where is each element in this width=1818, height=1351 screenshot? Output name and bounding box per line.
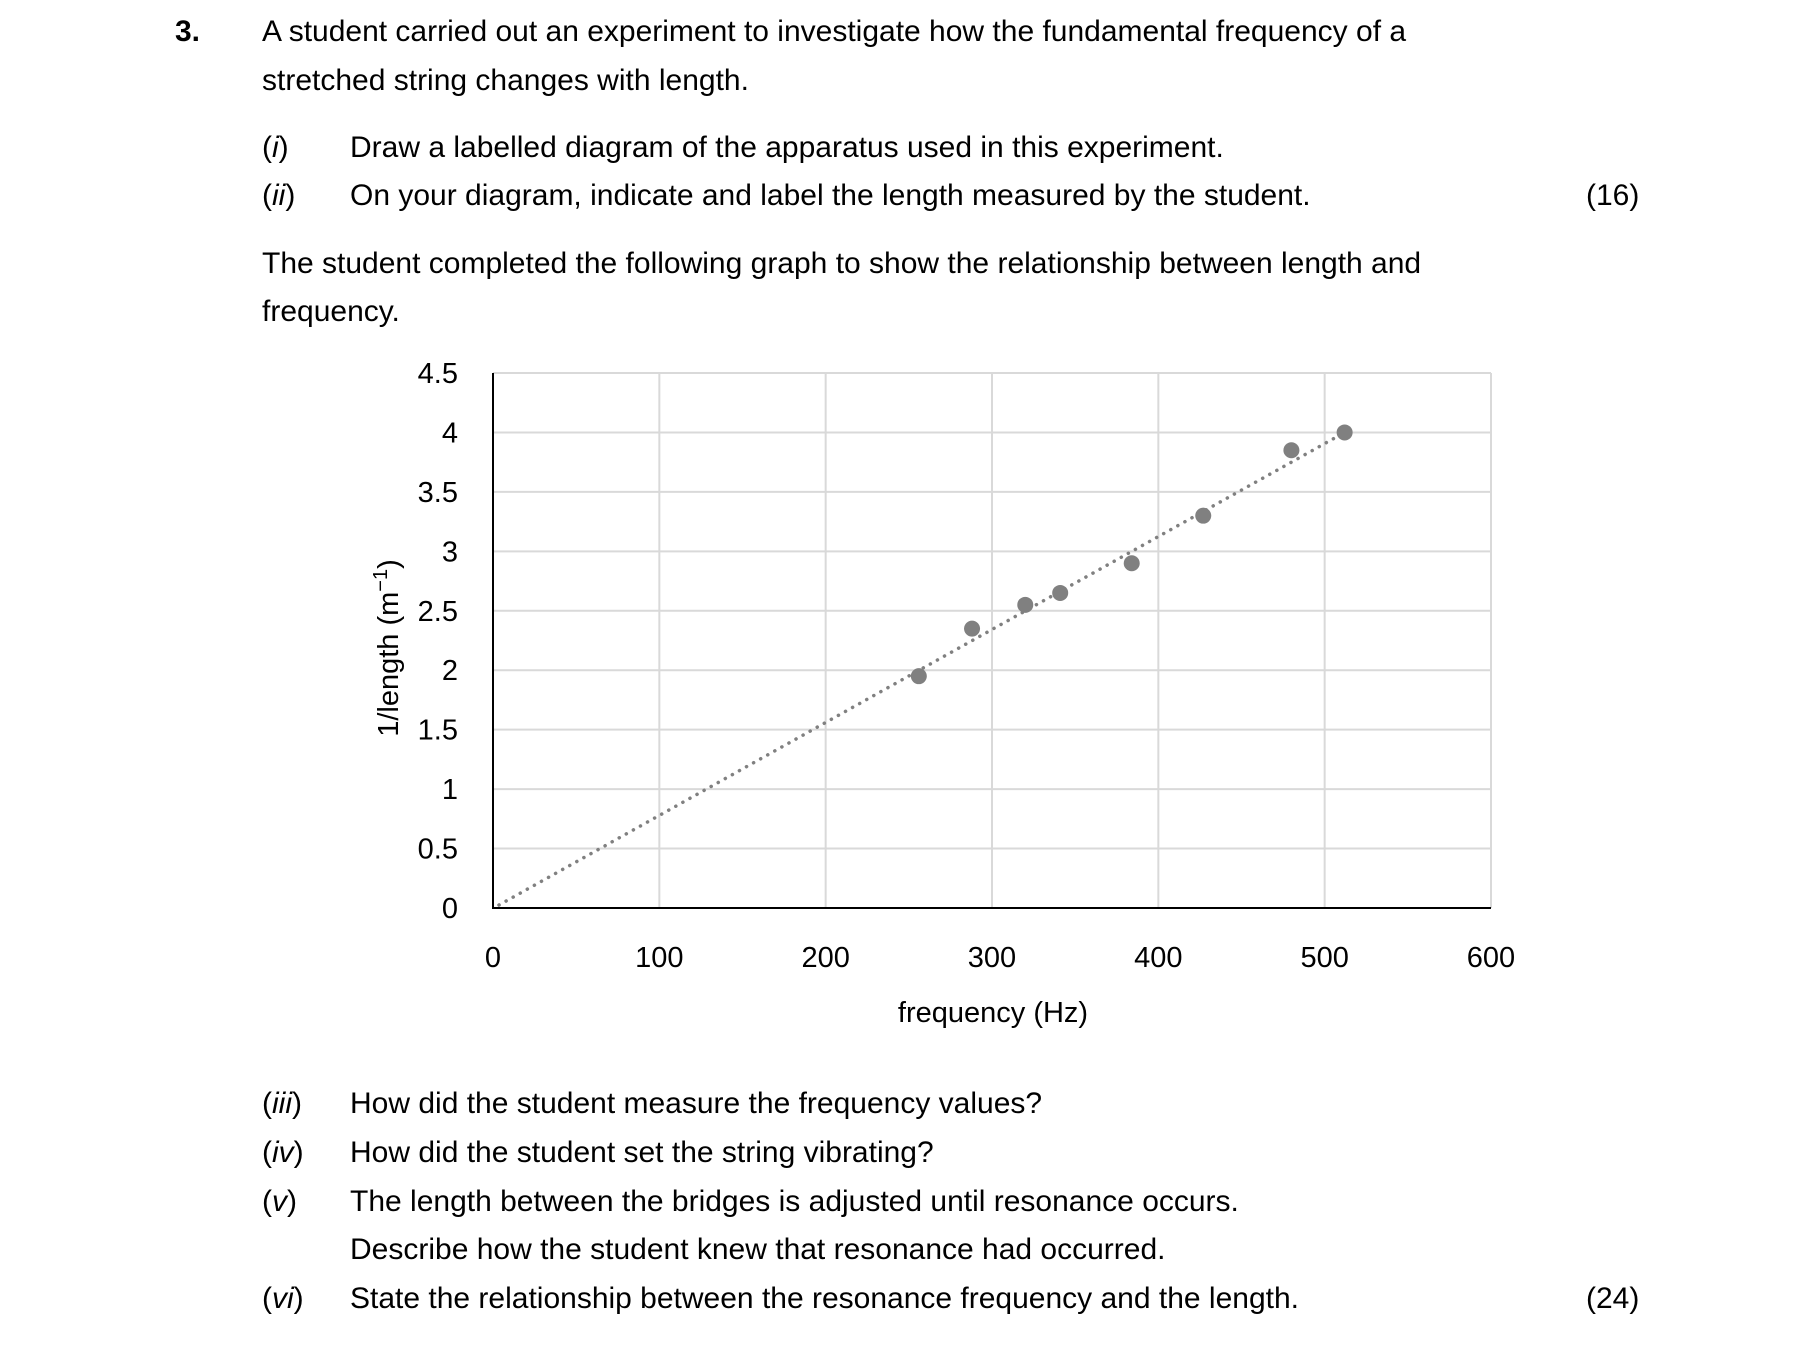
y-tick-label: 0.5: [417, 833, 458, 866]
part-text-iv: How did the student set the string vibrating?: [350, 1136, 934, 1169]
part-text-i: Draw a labelled diagram of the apparatus used in this experiment.: [350, 131, 1224, 164]
marks-b: (24): [1586, 1282, 1640, 1315]
x-tick-label: 500: [1300, 942, 1349, 974]
y-tick-label: 4: [441, 417, 458, 450]
y-tick-label: 1: [441, 774, 458, 807]
y-tick-label: 2: [441, 655, 458, 688]
data-point-marker: [1195, 508, 1211, 524]
part-text-ii: On your diagram, indicate and label the length measured by the student.: [350, 179, 1311, 212]
y-axis-label: 1/length $(m^{-1})$: [370, 559, 405, 737]
part-label-vi: (vi): [262, 1282, 304, 1315]
y-tick-label: 3.5: [417, 476, 458, 509]
y-tick-label: 2.5: [417, 595, 458, 628]
x-tick-label: 300: [967, 942, 1017, 974]
graph-intro-line-1: The student completed the following graph to show the relationship between length and: [262, 247, 1422, 280]
part-text-vi: State the relationship between the resonance frequency and the length.: [350, 1282, 1299, 1315]
part-text-iii: How did the student measure the frequency values?: [350, 1087, 1043, 1120]
data-point-marker: [964, 621, 980, 637]
part-text-v-continued: Describe how the student knew that resonance had occurred.: [350, 1233, 1166, 1266]
y-tick-label: 3: [441, 536, 458, 569]
x-tick-label: 0: [484, 942, 502, 974]
question-intro-line-2: stretched string changes with length.: [262, 64, 749, 97]
part-label-v: (v): [262, 1185, 297, 1218]
data-point-marker: [1124, 555, 1140, 571]
x-axis-label: frequency (Hz): [897, 997, 1089, 1029]
x-axis-ticks: [485, 942, 1515, 974]
data-point-marker: [1052, 585, 1068, 601]
question-intro-line-1: A student carried out an experiment to investigate how the fundamental frequency of a: [262, 15, 1407, 48]
part-label-ii: (ii): [262, 179, 296, 212]
trendline-line: [499, 432, 1345, 905]
part-label-i: (i): [262, 131, 289, 164]
data-point-marker: [1337, 424, 1353, 440]
y-axis-ticks: [418, 358, 458, 925]
y-tick-label: 4.5: [417, 358, 458, 390]
y-tick-label: 1.5: [417, 714, 458, 747]
data-point-marker: [1017, 597, 1033, 613]
part-text-v: The length between the bridges is adjusted until resonance occurs.: [350, 1185, 1239, 1218]
x-tick-label: 600: [1466, 942, 1516, 974]
chart-gridlines: [493, 373, 1491, 908]
y-tick-label: 0: [441, 893, 458, 925]
data-point-marker: [911, 668, 927, 684]
x-tick-label: 200: [801, 942, 850, 974]
x-tick-label: 400: [1134, 942, 1183, 974]
graph-intro-line-2: frequency.: [262, 295, 400, 328]
question-number: 3.: [175, 15, 201, 48]
marks-a: (16): [1586, 179, 1640, 212]
data-point-marker: [1283, 442, 1299, 458]
data-points: [911, 424, 1353, 684]
trendline: [499, 432, 1345, 905]
part-label-iii: (iii): [262, 1087, 302, 1120]
x-tick-label: 100: [635, 942, 684, 974]
part-label-iv: (iv): [262, 1136, 304, 1169]
